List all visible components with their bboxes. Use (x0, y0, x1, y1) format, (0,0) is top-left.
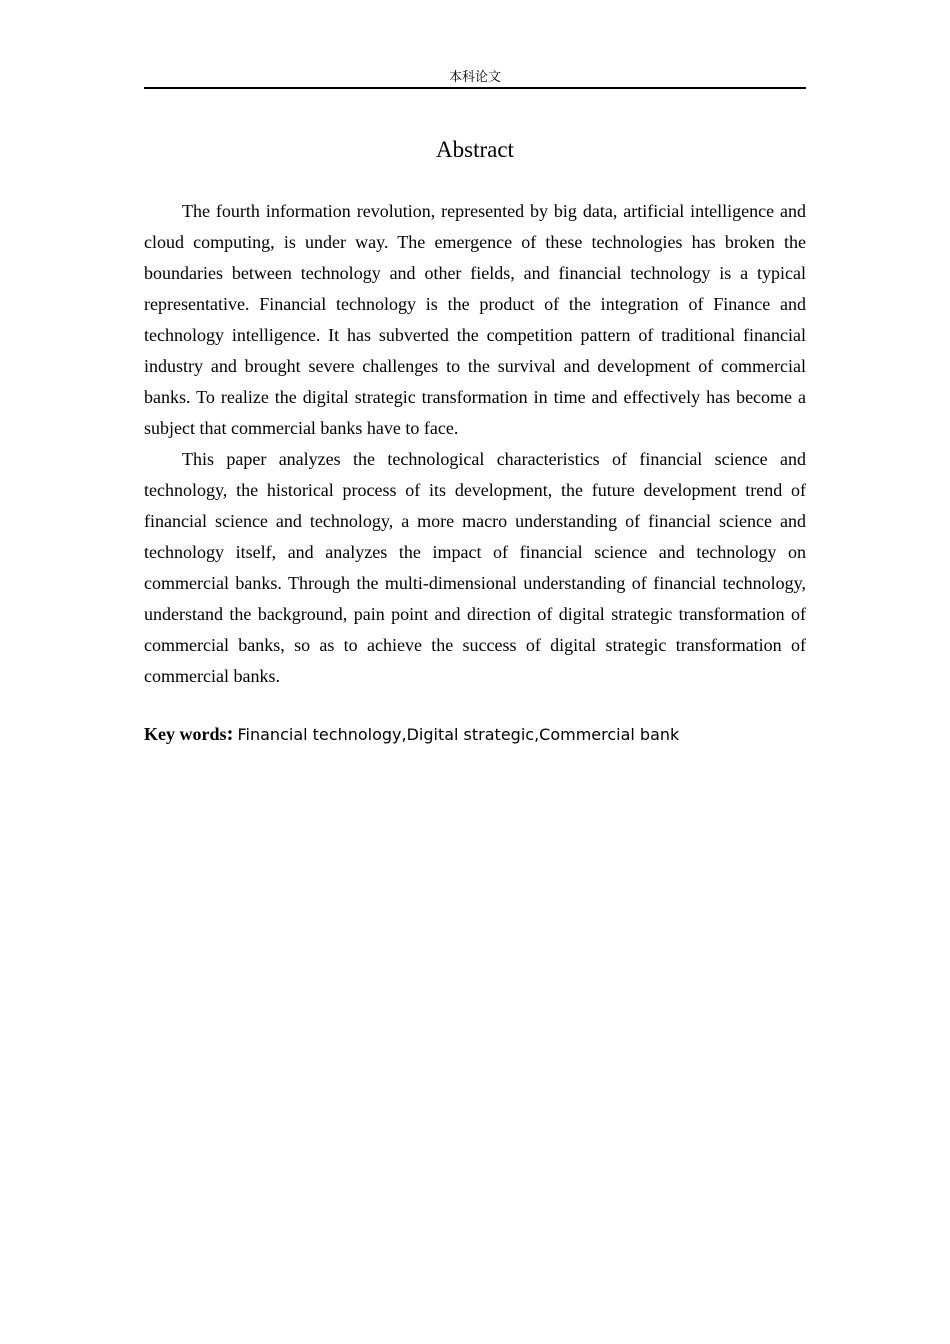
header-rule (144, 87, 806, 89)
keywords-values: Financial technology,Digital strategic,Commercial bank (237, 725, 680, 744)
running-header: 本科论文 (448, 70, 501, 85)
keywords-line (144, 718, 806, 751)
keywords-label: Key words (144, 724, 227, 744)
abstract-paragraph-2: This paper analyzes the technological characteristics of financial science and technology, the historical process of its development, the future development trend of financial science and technology, a more macro understanding of financial science and technology itself, and analyzes the impact of financial science and technology on commercial banks. Through the multi-dimensional understanding of financial technology, understand the background, pain point and direction of digital strategic transformation of commercial banks, so as to achieve the success of digital strategic transformation of commercial banks. (144, 449, 806, 686)
abstract-body (144, 196, 806, 692)
abstract-paragraph-1: The fourth information revolution, represented by big data, artificial intelligence and cloud computing, is under way. The emergence of these technologies has broken the boundaries between technology and other fields, and financial technology is a typical representative. Financial technology is the product of the integration of Finance and technology intelligence. It has subverted the competition pattern of traditional financial industry and brought severe challenges to the survival and development of commercial banks. To realize the digital strategic transformation in time and effectively has become a subject that commercial banks have to face. (144, 201, 806, 438)
keywords-colon: : (226, 721, 234, 745)
abstract-title: Abstract (436, 137, 514, 162)
